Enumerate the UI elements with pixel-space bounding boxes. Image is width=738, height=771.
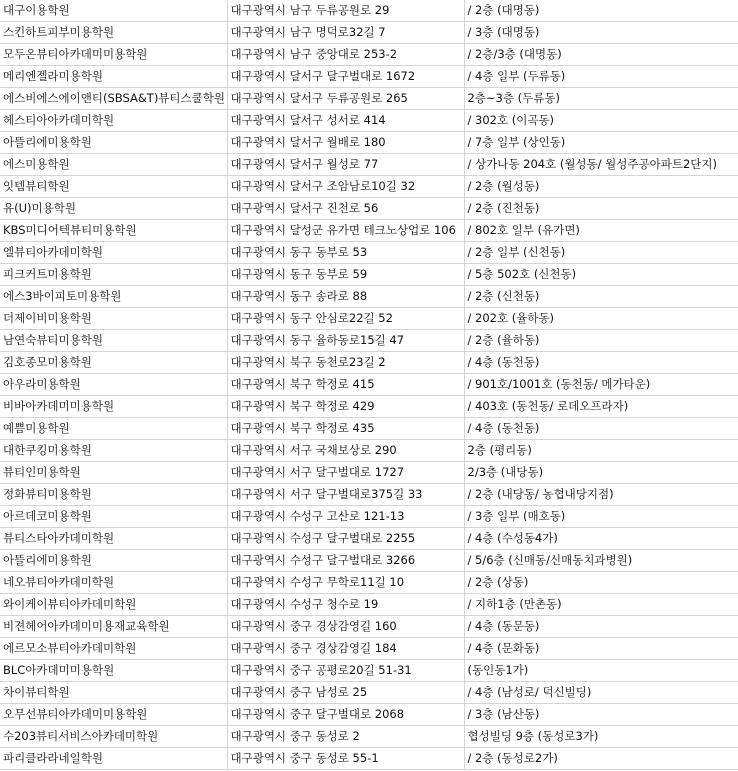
academy-name-cell[interactable]: 더제이비미용학원 <box>0 308 227 330</box>
table-row <box>0 286 738 308</box>
address-detail-cell[interactable]: / 상가나동 204호 (월성동/ 월성주공아파트2단지) <box>464 154 738 176</box>
address-cell[interactable]: 대구광역시 수성구 달구벌대로 2255 <box>227 528 464 550</box>
address-cell[interactable]: 대구광역시 달서구 월배로 180 <box>227 132 464 154</box>
address-detail-cell[interactable]: / 3층 일부 (매호동) <box>464 506 738 528</box>
table-row <box>0 352 738 374</box>
table-row <box>0 220 738 242</box>
table-row <box>0 0 738 22</box>
address-cell[interactable]: 대구광역시 중구 달구벌대로 2068 <box>227 704 464 726</box>
address-cell[interactable]: 대구광역시 북구 학정로 415 <box>227 374 464 396</box>
address-detail-cell[interactable]: 협성빌딩 9층 (동성로3가) <box>464 726 738 748</box>
address-cell[interactable]: 대구광역시 중구 공평로20길 51-31 <box>227 660 464 682</box>
address-detail-cell[interactable]: / 지하1층 (만촌동) <box>464 594 738 616</box>
academy-name-cell[interactable]: 수203뷰티서비스아카데미학원 <box>0 726 227 748</box>
academy-name-cell[interactable]: 뷰티스타아카데미학원 <box>0 528 227 550</box>
academy-name-cell[interactable]: 메리엔젤라미용학원 <box>0 66 227 88</box>
address-cell[interactable]: 대구광역시 수성구 고산로 121-13 <box>227 506 464 528</box>
table-row <box>0 374 738 396</box>
academy-name-cell[interactable]: 모두온뷰티아카데미미용학원 <box>0 44 227 66</box>
table-row <box>0 506 738 528</box>
academy-name-cell[interactable]: 차이뷰티학원 <box>0 682 227 704</box>
address-detail-cell[interactable]: / 202호 (율하동) <box>464 308 738 330</box>
academy-name-cell[interactable]: 예쁨미용학원 <box>0 418 227 440</box>
address-detail-cell[interactable]: / 4층 (문화동) <box>464 638 738 660</box>
address-cell[interactable]: 대구광역시 동구 율하동로15길 47 <box>227 330 464 352</box>
address-detail-cell[interactable]: / 4층 (동천동) <box>464 352 738 374</box>
address-detail-cell[interactable]: / 5/6층 (신매동/신매동치과병원) <box>464 550 738 572</box>
academy-name-cell[interactable]: 에스비에스에이앤티(SBSA&T)뷰티스쿨학원 <box>0 88 227 110</box>
address-cell[interactable]: 대구광역시 수성구 청수로 19 <box>227 594 464 616</box>
table-row <box>0 330 738 352</box>
address-cell[interactable]: 대구광역시 달서구 두류공원로 265 <box>227 88 464 110</box>
address-cell[interactable]: 대구광역시 중구 동성로 2 <box>227 726 464 748</box>
table-row <box>0 154 738 176</box>
table-row <box>0 22 738 44</box>
table-row <box>0 242 738 264</box>
address-cell[interactable]: 대구광역시 중구 경상감영길 184 <box>227 638 464 660</box>
academy-name-cell[interactable]: 피크커트미용학원 <box>0 264 227 286</box>
address-detail-cell[interactable]: / 4층 (동천동) <box>464 418 738 440</box>
table-row <box>0 682 738 704</box>
table-row <box>0 462 738 484</box>
table-row <box>0 66 738 88</box>
table-row <box>0 484 738 506</box>
academy-name-cell[interactable]: 오무선뷰티아카데미미용학원 <box>0 704 227 726</box>
academy-name-cell[interactable]: KBS미디어텍뷰티미용학원 <box>0 220 227 242</box>
table-row <box>0 308 738 330</box>
address-detail-cell[interactable]: / 302호 (이곡동) <box>464 110 738 132</box>
academy-name-cell[interactable]: 아뜰리에미용학원 <box>0 550 227 572</box>
table-row <box>0 264 738 286</box>
academy-name-cell[interactable]: 비젼헤어아카데미미용재교육학원 <box>0 616 227 638</box>
address-detail-cell[interactable]: / 802호 일부 (유가면) <box>464 220 738 242</box>
address-detail-cell[interactable]: / 3층 (대명동) <box>464 22 738 44</box>
academy-name-cell[interactable]: 남연숙뷰티미용학원 <box>0 330 227 352</box>
address-cell[interactable]: 대구광역시 북구 학정로 429 <box>227 396 464 418</box>
address-detail-cell[interactable]: / 5층 502호 (신천동) <box>464 264 738 286</box>
address-cell[interactable]: 대구광역시 남구 두류공원로 29 <box>227 0 464 22</box>
academy-name-cell[interactable]: 대한쿠킹미용학원 <box>0 440 227 462</box>
academy-name-cell[interactable]: 엘뷰티아카데미학원 <box>0 242 227 264</box>
address-detail-cell[interactable]: / 2층 (신천동) <box>464 286 738 308</box>
table-row <box>0 638 738 660</box>
academy-name-cell[interactable]: 에르모소뷰티아카데미학원 <box>0 638 227 660</box>
address-cell[interactable]: 대구광역시 동구 안심로22길 52 <box>227 308 464 330</box>
address-cell[interactable]: 대구광역시 북구 학정로 435 <box>227 418 464 440</box>
address-detail-cell[interactable]: / 4층 (동문동) <box>464 616 738 638</box>
table-row <box>0 418 738 440</box>
table-row <box>0 594 738 616</box>
academy-name-cell[interactable]: BLC아카데미미용학원 <box>0 660 227 682</box>
table-row <box>0 198 738 220</box>
table-row <box>0 726 738 748</box>
address-detail-cell[interactable]: / 7층 일부 (상인동) <box>464 132 738 154</box>
address-cell[interactable]: 대구광역시 달서구 월성로 77 <box>227 154 464 176</box>
table-row <box>0 132 738 154</box>
address-detail-cell[interactable]: 2층~3층 (두류동) <box>464 88 738 110</box>
address-cell[interactable]: 대구광역시 서구 달구벌대로 1727 <box>227 462 464 484</box>
address-detail-cell[interactable]: / 2층/3층 (대명동) <box>464 44 738 66</box>
academy-name-cell[interactable]: 아르데코미용학원 <box>0 506 227 528</box>
address-cell[interactable]: 대구광역시 남구 중앙대로 253-2 <box>227 44 464 66</box>
academy-name-cell[interactable]: 아우라미용학원 <box>0 374 227 396</box>
address-cell[interactable]: 대구광역시 달서구 조암남로10길 32 <box>227 176 464 198</box>
address-detail-cell[interactable]: 2/3층 (내당동) <box>464 462 738 484</box>
address-cell[interactable]: 대구광역시 달서구 달구벌대로 1672 <box>227 66 464 88</box>
academy-name-cell[interactable]: 잇템뷰티학원 <box>0 176 227 198</box>
address-cell[interactable]: 대구광역시 달성군 유가면 테크노상업로 106 <box>227 220 464 242</box>
academy-name-cell[interactable]: 유(U)미용학원 <box>0 198 227 220</box>
address-cell[interactable]: 대구광역시 동구 동부로 59 <box>227 264 464 286</box>
address-detail-cell[interactable]: / 2층 (상동) <box>464 572 738 594</box>
table-row <box>0 748 738 770</box>
address-detail-cell[interactable]: (동인동1가) <box>464 660 738 682</box>
address-detail-cell[interactable]: / 2층 (율하동) <box>464 330 738 352</box>
address-detail-cell[interactable]: / 2층 (동성로2가) <box>464 748 738 770</box>
academy-name-cell[interactable]: 아뜰리에미용학원 <box>0 132 227 154</box>
address-detail-cell[interactable]: / 4층 (남성로/ 덕신빌딩) <box>464 682 738 704</box>
address-detail-cell[interactable]: / 901호/1001호 (동천동/ 메가타운) <box>464 374 738 396</box>
address-detail-cell[interactable]: 2층 (평리동) <box>464 440 738 462</box>
table-row <box>0 396 738 418</box>
table-row <box>0 572 738 594</box>
address-cell[interactable]: 대구광역시 북구 동천로23길 2 <box>227 352 464 374</box>
address-cell[interactable]: 대구광역시 서구 달구벌대로375길 33 <box>227 484 464 506</box>
table-row <box>0 660 738 682</box>
academy-name-cell[interactable]: 뷰티인미용학원 <box>0 462 227 484</box>
academy-name-cell[interactable]: 네오뷰티아카데미학원 <box>0 572 227 594</box>
address-cell[interactable]: 대구광역시 남구 명덕로32길 7 <box>227 22 464 44</box>
address-cell[interactable]: 대구광역시 중구 경상감영길 160 <box>227 616 464 638</box>
address-cell[interactable]: 대구광역시 수성구 무학로11길 10 <box>227 572 464 594</box>
address-detail-cell[interactable]: / 2층 (월성동) <box>464 176 738 198</box>
address-cell[interactable]: 대구광역시 수성구 달구벌대로 3266 <box>227 550 464 572</box>
academy-name-cell[interactable]: 스킨하트피부미용학원 <box>0 22 227 44</box>
academy-name-cell[interactable]: 비바아카데미미용학원 <box>0 396 227 418</box>
address-detail-cell[interactable]: / 2층 일부 (신천동) <box>464 242 738 264</box>
table-row <box>0 704 738 726</box>
table-row <box>0 616 738 638</box>
academy-name-cell[interactable]: 김호종모미용학원 <box>0 352 227 374</box>
table-row <box>0 88 738 110</box>
table-row <box>0 176 738 198</box>
academy-name-cell[interactable]: 파리클라라네일학원 <box>0 748 227 770</box>
table-row <box>0 550 738 572</box>
address-detail-cell[interactable]: / 4층 일부 (두류동) <box>464 66 738 88</box>
address-cell[interactable]: 대구광역시 달서구 성서로 414 <box>227 110 464 132</box>
address-detail-cell[interactable]: / 2층 (대명동) <box>464 0 738 22</box>
address-cell[interactable]: 대구광역시 달서구 진천로 56 <box>227 198 464 220</box>
address-cell[interactable]: 대구광역시 서구 국채보상로 290 <box>227 440 464 462</box>
address-detail-cell[interactable]: / 4층 (수성동4가) <box>464 528 738 550</box>
address-detail-cell[interactable]: / 3층 (남산동) <box>464 704 738 726</box>
table-row <box>0 110 738 132</box>
address-cell[interactable]: 대구광역시 중구 동성로 55-1 <box>227 748 464 770</box>
academy-name-cell[interactable]: 에스미용학원 <box>0 154 227 176</box>
table-row <box>0 44 738 66</box>
academy-name-cell[interactable]: 에스3바이피토미용학원 <box>0 286 227 308</box>
academy-name-cell[interactable]: 와이케이뷰티아카데미학원 <box>0 594 227 616</box>
academy-name-cell[interactable]: 대구이용학원 <box>0 0 227 22</box>
address-detail-cell[interactable]: / 2층 (내당동/ 농협내당지점) <box>464 484 738 506</box>
address-detail-cell[interactable]: / 2층 (진천동) <box>464 198 738 220</box>
academy-name-cell[interactable]: 헤스티아아카데미학원 <box>0 110 227 132</box>
table-row <box>0 528 738 550</box>
address-cell[interactable]: 대구광역시 동구 동부로 53 <box>227 242 464 264</box>
address-cell[interactable]: 대구광역시 중구 남성로 25 <box>227 682 464 704</box>
address-cell[interactable]: 대구광역시 동구 송라로 88 <box>227 286 464 308</box>
address-detail-cell[interactable]: / 403호 (동천동/ 로데오프라자) <box>464 396 738 418</box>
academy-name-cell[interactable]: 정화뷰티미용학원 <box>0 484 227 506</box>
table-row <box>0 440 738 462</box>
